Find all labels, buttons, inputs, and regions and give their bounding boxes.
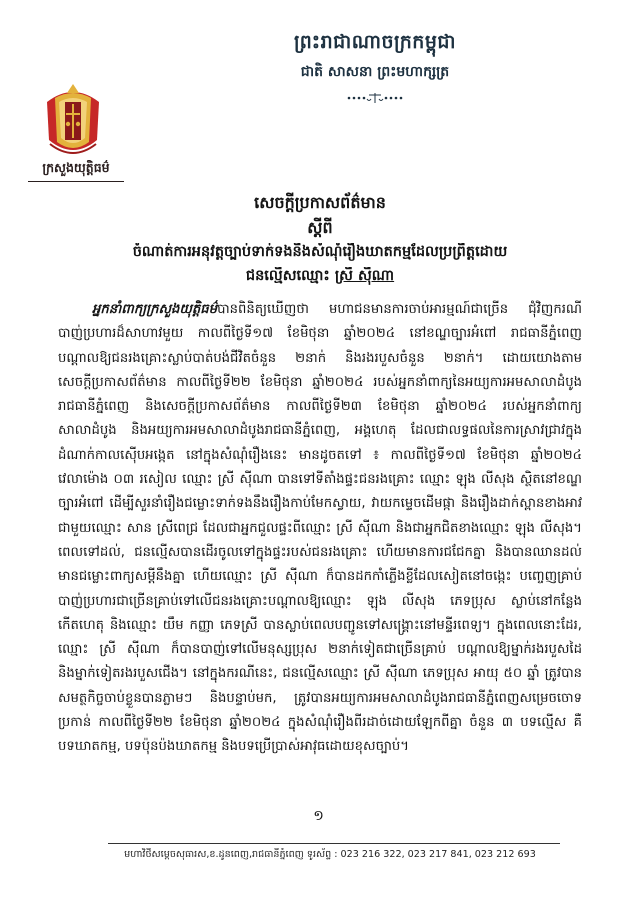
body-line-text: បានពិនិត្យឃើញថា មហាជនមានការចាប់អារម្មណ៍ជាច្រើន ជុំវិញករណី	[217, 302, 582, 317]
body-line	[58, 298, 582, 322]
body-line: ប្រកាន់ កាលពីថ្ងៃទី២២ ខែមិថុនា ឆ្នាំ២០២៤ ក្នុងសំណុំរឿងពីរដាច់ដោយឡែកពីគ្នា ចំនួន ៣ បទល្មើស គឺ	[58, 715, 582, 731]
document-heading: សេចក្តីប្រកាសព័ត៌មាន	[254, 193, 386, 212]
body-line: ជាមួយឈ្មោះ សាន ស្រីពេជ្រ ដែលជាអ្នកជួលផ្ទះពីឈ្មោះ ស្រី ស៊ីណា និងជាអ្នកជិតខាងឈ្មោះ ឡុង លីសុង។	[58, 520, 582, 536]
kingdom-title: ព្រះរាជាណាចក្រកម្ពុជា	[294, 31, 456, 53]
footer-address: មហាវិថីសម្តេចសុធារស,ខ.ដូនពេញ,រាជធានីភ្នំពេញ ទូរស័ព្ទ : 023 216 322, 023 217 841, 023 212 693	[124, 849, 536, 860]
body-line: សេចក្តីប្រកាសព័ត៌មាន កាលពីថ្ងៃទី២២ ខែមិថុនា ឆ្នាំ២០២៤ របស់អ្នកនាំពាក្យនៃអយ្យការអមសាលាដំបូង	[58, 374, 582, 390]
subject-line-2-prefix: ជនល្មើសឈ្មោះ	[245, 268, 335, 284]
body-line: ច្បារអំពៅ ដើម្បីសួរនាំរឿងជម្លោះទាក់ទងនឹងរឿងកាប់មែកស្វាយ, វាយកម្ទេចដើមផ្កា និងរឿងដាក់ស្ពានខាងអាវ	[58, 496, 582, 512]
ministry-of-justice-emblem-icon	[42, 80, 104, 158]
body-line: ពេលទៅដល់, ជនល្មើសបានដើរចូលទៅក្នុងផ្ទះរបស់ជនរងគ្រោះ ហើយមានការជជែកគ្នា និងបានឈានដល់	[58, 544, 582, 560]
spokesperson-lead: អ្នកនាំពាក្យក្រសួងយុត្តិធម៌	[92, 302, 218, 317]
body-line: កើតហេតុ និងឈ្មោះ យឹម កញ្ញា ភេទស្រី បានស្លាប់ពេលបញ្ជូនទៅសង្គ្រោះនៅមន្ទីរពេទ្យ។ ក្នុងពេលនោះដែរ,	[58, 617, 582, 633]
subject-line-1: ចំណាត់ការអនុវត្តច្បាប់ទាក់ទងនឹងសំណុំរឿងឃាតកម្មដែលប្រព្រឹត្តដោយ	[132, 244, 508, 260]
body-line: បណ្តាលឱ្យជនរងគ្រោះស្លាប់បាត់បង់ជីវិតចំនួន ២នាក់ និងរងរបួសចំនួន ២នាក់។ ដោយយោងតាម	[58, 350, 582, 366]
body-line: សមត្ថកិច្ចចាប់ខ្លួនបានភ្លាមៗ និងបន្ទាប់មក, ត្រូវបានអយ្យការអមសាលាដំបូងរាជធានីភ្នំពេញសម្រេចចោទ	[58, 690, 582, 706]
body-line: រាជធានីភ្នំពេញ និងសេចក្តីប្រកាសព័ត៌មាន កាលពីថ្ងៃទី២៣ ខែមិថុនា ឆ្នាំ២០២៤ របស់អ្នកនាំពាក្យ	[58, 399, 582, 415]
footer-divider	[108, 843, 560, 844]
body-line: បទឃាតកម្ម, បទប៉ុនប៉ងឃាតកម្ម និងបទប្រើប្រាស់អាវុធដោយខុសច្បាប់។	[58, 739, 409, 755]
body-line: ដំណាក់កាលស៊ើបអង្កេត នៅក្នុងសំណុំរឿងនេះ មានដូចតទៅ ៖ កាលពីថ្ងៃទី១៧ ខែមិថុនា ឆ្នាំ២០២៤	[58, 447, 582, 463]
body-line: និងម្នាក់ទៀតរងរបួសជើង។ នៅក្នុងករណីនេះ, ជនល្មើសឈ្មោះ ស្រី ស៊ីណា ភេទប្រុស អាយុ ៥០ ឆ្នាំ ត្រូវបាន	[58, 666, 582, 682]
body-line: មានជម្លោះពាក្យសម្តីនឹងគ្នា ហើយឈ្មោះ ស្រី ស៊ីណា ក៏បានដកកាំភ្លើងខ្លីដែលសៀតនៅចង្កេះ បញ្ចេញគ្រាប់	[58, 569, 582, 585]
body-line: បាញ់ប្រហារដ៏សាហាវមួយ កាលពីថ្ងៃទី១៧ ខែមិថុនា ឆ្នាំ២០២៤ នៅខណ្ឌច្បារអំពៅ រាជធានីភ្នំពេញ	[58, 326, 582, 342]
body-line: សាលាដំបូង និងអយ្យការអមសាលាដំបូងរាជធានីភ្នំពេញ, អង្គហេតុ ដែលជាលទ្ធផលនៃការស្រាវជ្រាវក្នុង	[58, 423, 582, 439]
offender-name: ស្រី ស៊ីណា	[334, 268, 395, 284]
page-number: ១	[313, 808, 324, 824]
national-motto: ជាតិ សាសនា ព្រះមហាក្សត្រ	[300, 64, 450, 80]
subject-label: ស្តីពី	[307, 218, 333, 237]
body-line: បាញ់ប្រហារជាច្រើនគ្រាប់ទៅលើជនរងគ្រោះបណ្តាលឱ្យឈ្មោះ ឡុង លីសុង ភេទប្រុស ស្លាប់នៅកន្លែង	[58, 593, 582, 609]
scales-ornament-icon	[345, 92, 405, 104]
body-paragraph	[58, 298, 582, 760]
body-line: ឈ្មោះ ស្រី ស៊ីណា ក៏បានបាញ់ទៅលើមនុស្សប្រុស ២នាក់ទៀតជាច្រើនគ្រាប់ បណ្តាលឱ្យម្នាក់រងរបួសដៃ	[58, 642, 582, 658]
ministry-name: ក្រសួងយុត្តិធម៌	[28, 160, 124, 182]
subject-line-2	[40, 267, 600, 288]
body-line: វេលាម៉ោង ០៣ រសៀល ឈ្មោះ ស្រី ស៊ីណា បានទៅទីតាំងផ្ទះជនរងគ្រោះ ឈ្មោះ ឡុង លីសុង ស្ថិតនៅខណ្ឌ	[58, 472, 582, 488]
